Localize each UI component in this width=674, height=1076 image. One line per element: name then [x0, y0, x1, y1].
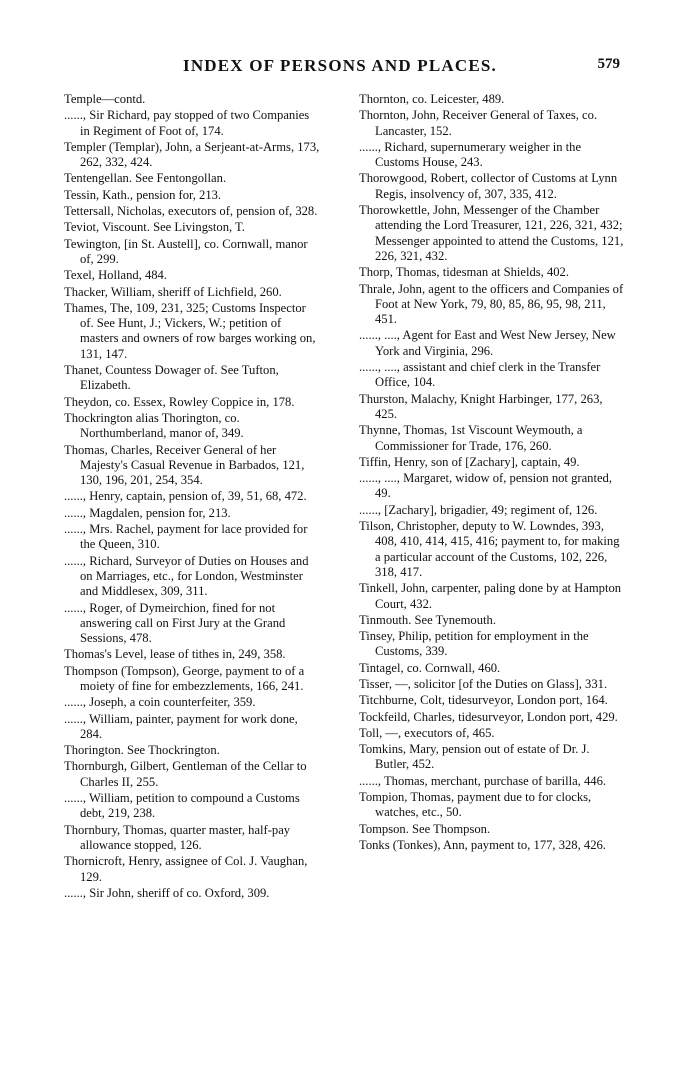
index-entry: Tentengellan. See Fentongollan.: [64, 171, 227, 186]
index-entry: ......, Thomas, merchant, purchase of barilla, 446.: [359, 773, 607, 788]
index-entry: ......, Sir Richard, pay stopped of two Companies in Regiment of Foot of, 174.: [64, 108, 310, 138]
index-entry: Toll, —, executors of, 465.: [359, 725, 495, 740]
index-entry: ......, Joseph, a coin counterfeiter, 359.: [64, 695, 256, 710]
page-header: [60, 56, 620, 80]
index-entry: Tisser, —, solicitor [of the Duties on Glass], 331.: [359, 676, 608, 691]
index-entry: Tonks (Tonkes), Ann, payment to, 177, 328, 426.: [359, 837, 606, 852]
index-column-right: [359, 92, 625, 854]
index-entry: Thorowgood, Robert, collector of Customs at Lynn Regis, insolvency of, 307, 335, 412.: [359, 171, 618, 201]
index-entry: Thrale, John, agent to the officers and Companies of Foot at New York, 79, 80, 85, 86, 95, 98, 211, 451.: [359, 281, 624, 327]
index-entry: ......, William, petition to compound a Customs debt, 219, 238.: [64, 791, 300, 821]
index-entry: ......, Richard, Surveyor of Duties on Houses and on Marriages, etc., for London, Westminster and Middlesex, 309, 311.: [64, 553, 309, 599]
index-entry: Texel, Holland, 484.: [64, 268, 167, 283]
index-entry: Tessin, Kath., pension for, 213.: [64, 187, 222, 202]
index-column-left: [64, 92, 322, 902]
index-entry: Thomas, Charles, Receiver General of her Majesty's Casual Revenue in Barbados, 121, 130, 196, 201, 254, 354.: [64, 442, 305, 488]
index-entry: Tinsey, Philip, petition for employment in the Customs, 339.: [359, 629, 589, 659]
index-entry: Thorp, Thomas, tidesman at Shields, 402.: [359, 265, 569, 280]
index-entry: Thanet, Countess Dowager of. See Tufton, Elizabeth.: [64, 363, 279, 393]
index-entry: ......, ...., Agent for East and West New Jersey, New York and Virginia, 296.: [359, 328, 616, 358]
index-entry: Tompson. See Thompson.: [359, 821, 491, 836]
index-entry: Tompion, Thomas, payment due to for clocks, watches, etc., 50.: [359, 790, 592, 820]
index-entry: Tettersall, Nicholas, executors of, pension of, 328.: [64, 204, 318, 219]
index-entry: Tilson, Christopher, deputy to W. Lowndes, 393, 408, 410, 414, 415, 416; payment to, for making a particular account of the Customs, 102, 226, 318, 417.: [359, 519, 620, 579]
index-entry: ......, Henry, captain, pension of, 39, 51, 68, 472.: [64, 489, 307, 504]
index-entry: Thorowkettle, John, Messenger of the Chamber attending the Lord Treasurer, 121, 226, 321, 432; Messenger appointed to attend the Customs, 121, 226, 321, 432.: [359, 203, 624, 263]
index-entry: Thornburgh, Gilbert, Gentleman of the Cellar to Charles II, 255.: [64, 759, 307, 789]
index-entry: Thynne, Thomas, 1st Viscount Weymouth, a Commissioner for Trade, 176, 260.: [359, 423, 583, 453]
index-entry: Templer (Templar), John, a Serjeant-at-Arms, 173, 262, 332, 424.: [64, 139, 320, 170]
index-entry: Thornbury, Thomas, quarter master, half-pay allowance stopped, 126.: [64, 822, 291, 852]
index-entry: Tewington, [in St. Austell], co. Cornwall, manor of, 299.: [64, 236, 308, 266]
page-number: 579: [597, 56, 620, 72]
index-entry: Thornicroft, Henry, assignee of Col. J. Vaughan, 129.: [64, 854, 308, 884]
index-entry: ......, ...., assistant and chief clerk in the Transfer Office, 104.: [359, 360, 601, 390]
index-entry: Tintagel, co. Cornwall, 460.: [359, 660, 501, 675]
index-entry: ......, Sir John, sheriff of co. Oxford, 309.: [64, 885, 270, 900]
index-entry: Thomas's Level, lease of tithes in, 249, 358.: [64, 647, 286, 662]
index-entry: Teviot, Viscount. See Livingston, T.: [64, 220, 245, 235]
index-entry: Thorington. See Thockrington.: [64, 743, 220, 758]
index-entry: Thornton, co. Leicester, 489.: [359, 92, 505, 106]
index-entry: ......, Magdalen, pension for, 213.: [64, 505, 231, 520]
index-entry: Tomkins, Mary, pension out of estate of Dr. J. Butler, 452.: [359, 742, 590, 772]
index-entry: Thompson (Tompson), George, payment to of a moiety of fine for embezzlements, 166, 241.: [64, 663, 305, 693]
index-entry: ......, [Zachary], brigadier, 49; regiment of, 126.: [359, 502, 598, 517]
index-entry: Tockfeild, Charles, tidesurveyor, London port, 429.: [359, 709, 618, 724]
index-entry: ......, Richard, supernumerary weigher in the Customs House, 243.: [359, 139, 582, 170]
index-entry: Thacker, William, sheriff of Lichfield, 260.: [64, 284, 282, 299]
page-title: INDEX OF PERSONS AND PLACES.: [183, 56, 497, 75]
index-entry: Theydon, co. Essex, Rowley Coppice in, 178.: [64, 394, 295, 409]
index-entry: Thornton, John, Receiver General of Taxes, co. Lancaster, 152.: [359, 108, 598, 138]
index-entry: Tinmouth. See Tynemouth.: [359, 612, 496, 627]
index-entry: ......, William, painter, payment for work done, 284.: [64, 711, 298, 741]
index-entry: Thames, The, 109, 231, 325; Customs Inspector of. See Hunt, J.; Vickers, W.; petition of masters and owners of row barges working on, 131, 147.: [64, 300, 316, 361]
index-entry: Thurston, Malachy, Knight Harbinger, 177, 263, 425.: [359, 391, 603, 421]
index-entry: Tiffin, Henry, son of [Zachary], captain, 49.: [359, 454, 580, 469]
index-entry: Thockrington alias Thorington, co. Northumberland, manor of, 349.: [64, 410, 244, 441]
index-entry: ......, Mrs. Rachel, payment for lace provided for the Queen, 310.: [64, 522, 308, 552]
index-entry: Tinkell, John, carpenter, paling done by at Hampton Court, 432.: [359, 581, 622, 611]
index-entry: Temple—contd.: [64, 92, 146, 106]
index-entry: Titchburne, Colt, tidesurveyor, London port, 164.: [359, 693, 608, 708]
index-entry: ......, Roger, of Dymeirchion, fined for not answering call on First Jury at the Grand Sessions, 478.: [64, 600, 286, 646]
index-entry: ......, ...., Margaret, widow of, pension not granted, 49.: [359, 471, 612, 501]
